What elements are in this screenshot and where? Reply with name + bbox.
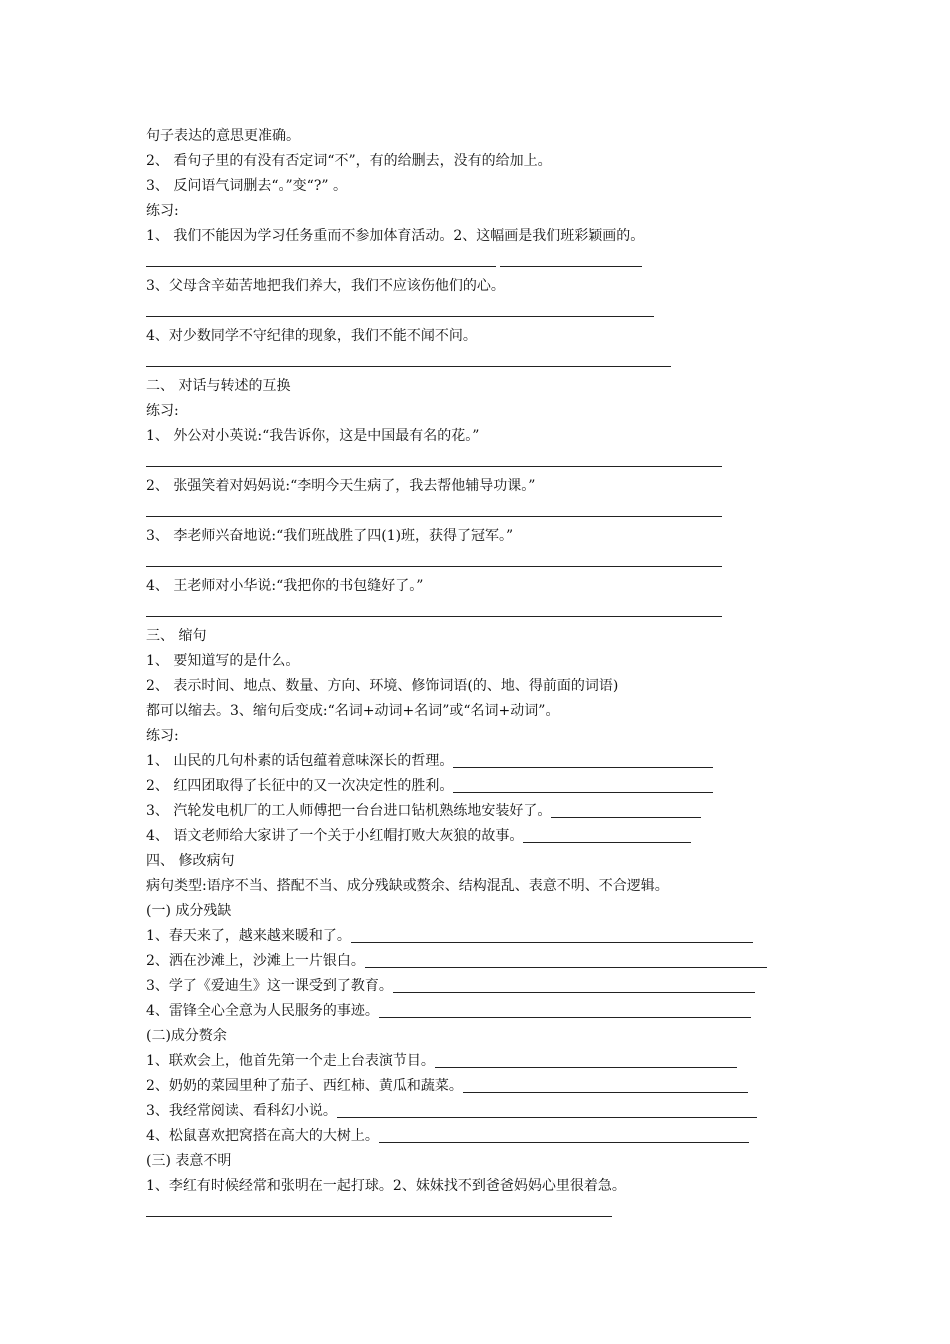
answer-blank[interactable] <box>351 926 753 943</box>
section-heading: 二、 对话与转述的互换 <box>146 378 291 394</box>
exercise-item: 3、 李老师兴奋地说:“我们班战胜了四(1)班，获得了冠军。” <box>146 528 514 544</box>
answer-blank[interactable] <box>146 349 836 374</box>
answer-blank[interactable] <box>146 499 836 524</box>
answer-blank[interactable] <box>337 1101 757 1118</box>
answer-blank[interactable] <box>146 599 836 624</box>
exercise-item: 2、奶奶的菜园里种了茄子、西红柿、黄瓜和蔬菜。 <box>146 1074 836 1099</box>
exercise-item: 4、 王老师对小华说:“我把你的书包缝好了。” <box>146 578 424 594</box>
exercise-item: 1、春天来了，越来越来暖和了。 <box>146 924 836 949</box>
text-line: 3、 反问语气词删去“。”变“?” 。 <box>146 178 347 194</box>
document-page <box>146 124 836 1224</box>
text-line: 2、 表示时间、地点、数量、方向、环境、修饰词语(的、地、得前面的词语) <box>146 678 619 694</box>
answer-blank[interactable] <box>453 751 713 768</box>
exercise-item: 2、洒在沙滩上，沙滩上一片银白。 <box>146 949 836 974</box>
exercise-heading: 练习: <box>146 728 179 744</box>
exercise-item: 3、学了《爱迪生》这一课受到了教育。 <box>146 974 836 999</box>
exercise-item: 2、 红四团取得了长征中的又一次决定性的胜利。 <box>146 774 836 799</box>
exercise-item: 4、雷锋全心全意为人民服务的事迹。 <box>146 999 836 1024</box>
subsection-heading: (二)成分赘余 <box>146 1028 227 1044</box>
exercise-item: 4、松鼠喜欢把窝搭在高大的大树上。 <box>146 1124 836 1149</box>
exercise-item: 1、李红有时候经常和张明在一起打球。2、妹妹找不到爸爸妈妈心里很着急。 <box>146 1178 626 1194</box>
answer-blank[interactable] <box>379 1126 749 1143</box>
text-line: 句子表达的意思更准确。 <box>146 128 300 144</box>
answer-blank[interactable] <box>435 1051 737 1068</box>
answer-blank[interactable] <box>146 1199 836 1224</box>
answer-blank[interactable] <box>379 1001 751 1018</box>
answer-blank[interactable] <box>523 826 691 843</box>
answer-blank[interactable] <box>393 976 755 993</box>
exercise-item: 1、联欢会上，他首先第一个走上台表演节目。 <box>146 1049 836 1074</box>
subsection-heading: (三) 表意不明 <box>146 1153 232 1169</box>
exercise-heading: 练习: <box>146 203 179 219</box>
exercise-item: 1、 外公对小英说:“我告诉你，这是中国最有名的花。” <box>146 428 480 444</box>
exercise-item: 4、 语文老师给大家讲了一个关于小红帽打败大灰狼的故事。 <box>146 824 836 849</box>
text-line: 2、 看句子里的有没有否定词“不”，有的给删去，没有的给加上。 <box>146 153 552 169</box>
exercise-item: 1、 我们不能因为学习任务重而不参加体育活动。2、这幅画是我们班彩颖画的。 <box>146 228 645 244</box>
section-heading: 三、 缩句 <box>146 628 207 644</box>
text-line: 1、 要知道写的是什么。 <box>146 653 300 669</box>
subsection-heading: (一) 成分残缺 <box>146 903 232 919</box>
exercise-item: 3、父母含辛茹苦地把我们养大，我们不应该伤他们的心。 <box>146 278 505 294</box>
answer-blank[interactable] <box>551 801 701 818</box>
answer-blank[interactable] <box>146 249 836 274</box>
section-heading: 四、 修改病句 <box>146 853 235 869</box>
exercise-item: 4、对少数同学不守纪律的现象，我们不能不闻不问。 <box>146 328 477 344</box>
exercise-item: 1、 山民的几句朴素的话包蕴着意味深长的哲理。 <box>146 749 836 774</box>
exercise-item: 3、 汽轮发电机厂的工人师傅把一台台进口钻机熟练地安装好了。 <box>146 799 836 824</box>
exercise-item: 3、我经常阅读、看科幻小说。 <box>146 1099 836 1124</box>
answer-blank[interactable] <box>146 299 836 324</box>
exercise-heading: 练习: <box>146 403 179 419</box>
text-line: 都可以缩去。3、缩句后变成:“名词+动词+名词”或“名词+动词”。 <box>146 703 560 719</box>
answer-blank[interactable] <box>463 1076 748 1093</box>
answer-blank[interactable] <box>365 951 767 968</box>
exercise-item: 2、 张强笑着对妈妈说:“李明今天生病了，我去帮他辅导功课。” <box>146 478 536 494</box>
text-line: 病句类型:语序不当、搭配不当、成分残缺或赘余、结构混乱、表意不明、不合逻辑。 <box>146 878 669 894</box>
answer-blank[interactable] <box>146 549 836 574</box>
answer-blank[interactable] <box>453 776 713 793</box>
answer-blank[interactable] <box>146 449 836 474</box>
